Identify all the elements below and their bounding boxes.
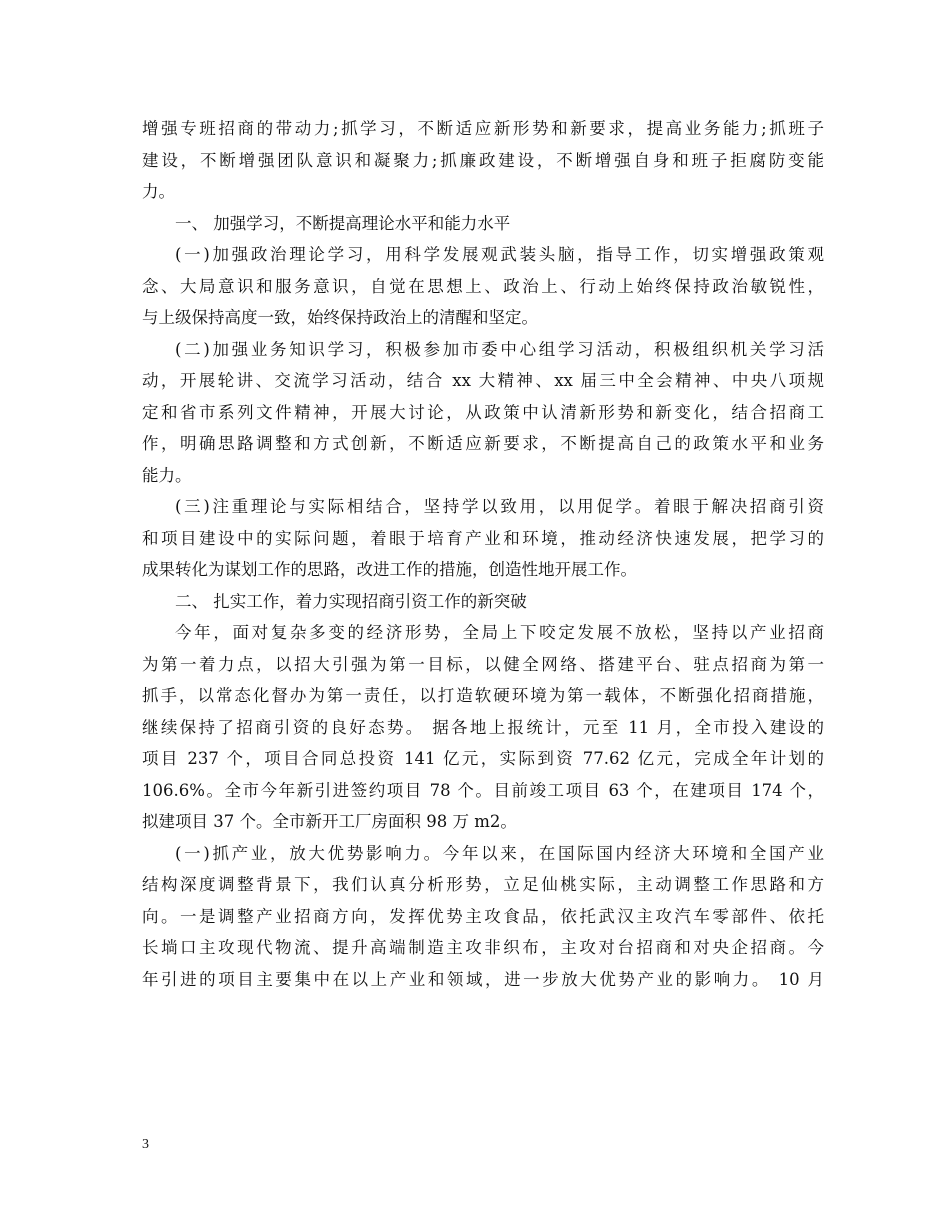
text-line: 项目 237 个，项目合同总投资 141 亿元，实际到资 77.62 亿元，完成全年计划的 — [142, 749, 824, 768]
text-line: 建设，不断增强团队意识和凝聚力;抓廉政建设，不断增强自身和班子拒腐防变能 — [142, 150, 824, 170]
section-heading: 一、 加强学习，不断提高理论水平和能力水平 — [175, 213, 511, 233]
text-line: 长埫口主攻现代物流、提升高端制造主攻非织布，主攻对台招商和对央企招商。今 — [142, 938, 824, 957]
text-line: 为第一着力点，以招大引强为第一目标，以健全网络、搭建平台、驻点招商为第一 — [142, 654, 824, 674]
text-line: 动，开展轮讲、交流学习活动，结合 xx 大精神、xx 届三中全会精神、中央八项规 — [142, 371, 824, 390]
text-line: (三)注重理论与实际相结合，坚持学以致用，以用促学。着眼于解决招商引资 — [175, 497, 824, 516]
text-line: 作，明确思路调整和方式创新，不断适应新要求，不断提高自己的政策水平和业务 — [142, 434, 824, 453]
text-line: (一)加强政治理论学习，用科学发展观武装头脑，指导工作，切实增强政策观 — [175, 245, 824, 264]
text-line: 向。一是调整产业招商方向，发挥优势主攻食品，依托武汉主攻汽车零部件、依托 — [142, 906, 824, 926]
text-line: 拟建项目 37 个。全市新开工厂房面积 98 万 m2。 — [142, 812, 517, 831]
document-body — [142, 113, 824, 995]
text-line: 结构深度调整背景下，我们认真分析形势，立足仙桃实际，主动调整工作思路和方 — [142, 875, 824, 894]
text-line: 成果转化为谋划工作的思路，改进工作的措施，创造性地开展工作。 — [142, 560, 637, 579]
page-number: 3 — [142, 1137, 149, 1152]
text-line: 增强专班招商的带动力;抓学习，不断适应新形势和新要求，提高业务能力;抓班子 — [142, 119, 824, 138]
text-line: 念、大局意识和服务意识，自觉在思想上、政治上、行动上始终保持政治敏锐性， — [142, 276, 824, 296]
section-heading: 二、 扎实工作，着力实现招商引资工作的新突破 — [175, 591, 527, 611]
text-line: 与上级保持高度一致，始终保持政治上的清醒和坚定。 — [142, 308, 538, 327]
text-line: 定和省市系列文件精神，开展大讨论，从政策中认清新形势和新变化，结合招商工 — [142, 402, 824, 422]
text-line: 能力。 — [142, 465, 192, 485]
text-line: 力。 — [142, 182, 175, 201]
text-line: 今年，面对复杂多变的经济形势，全局上下咬定发展不放松，坚持以产业招商 — [175, 623, 824, 642]
text-line: (一)抓产业，放大优势影响力。今年以来，在国际国内经济大环境和全国产业 — [175, 843, 824, 863]
text-line: (二)加强业务知识学习，积极参加市委中心组学习活动，积极组织机关学习活 — [175, 339, 824, 359]
text-line: 年引进的项目主要集中在以上产业和领域，进一步放大优势产业的影响力。 10 月 — [142, 969, 824, 989]
text-line: 106.6%。全市今年新引进签约项目 78 个。目前竣工项目 63 个，在建项目 174 个， — [142, 780, 824, 800]
text-line: 抓手，以常态化督办为第一责任，以打造软硬环境为第一载体，不断强化招商措施， — [142, 686, 824, 705]
text-line: 继续保持了招商引资的良好态势。 据各地上报统计，元至 11 月，全市投入建设的 — [142, 717, 824, 737]
text-line: 和项目建设中的实际问题，着眼于培育产业和环境，推动经济快速发展，把学习的 — [142, 528, 824, 548]
